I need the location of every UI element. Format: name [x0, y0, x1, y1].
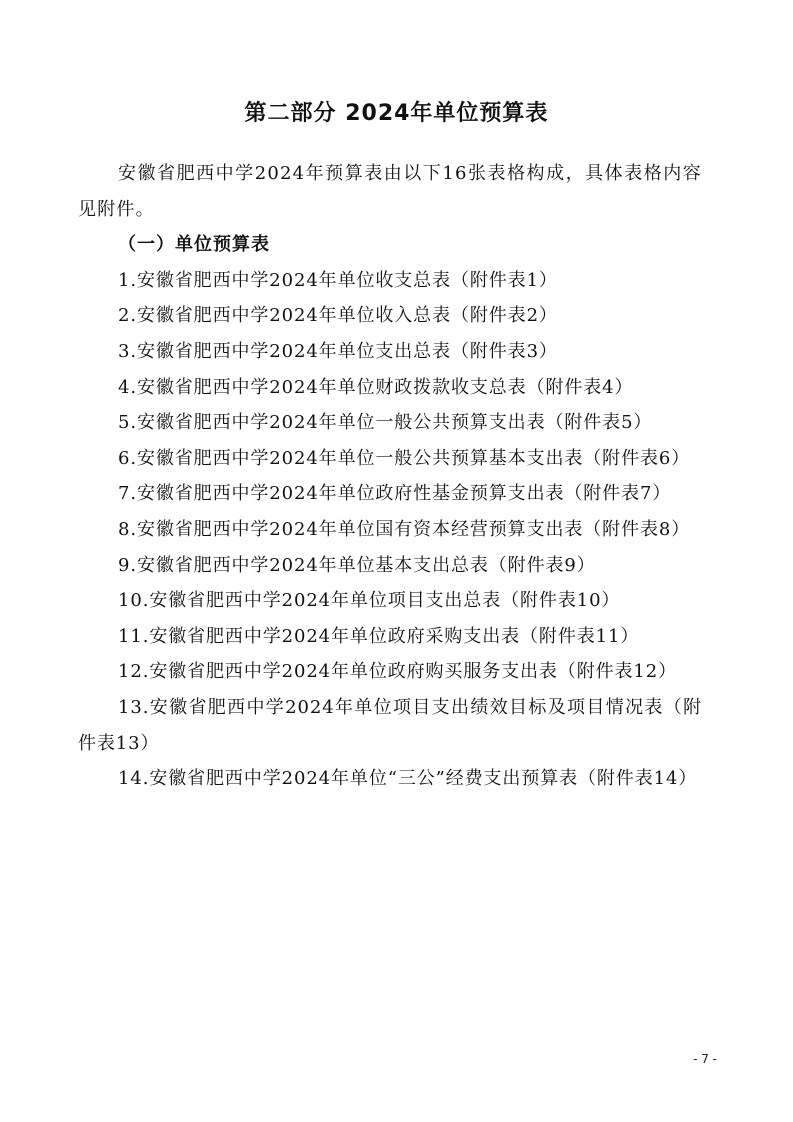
list-item: 3.安徽省肥西中学2024年单位支出总表（附件表3） [118, 340, 558, 362]
table-list [78, 263, 702, 797]
list-item: 1.安徽省肥西中学2024年单位收支总表（附件表1） [118, 269, 558, 291]
list-item: 12.安徽省肥西中学2024年单位政府购买服务支出表（附件表12） [118, 661, 678, 683]
list-item: 5.安徽省肥西中学2024年单位一般公共预算支出表（附件表5） [118, 412, 653, 434]
section-heading: （一）单位预算表 [118, 234, 270, 256]
list-item: 6.安徽省肥西中学2024年单位一般公共预算基本支出表（附件表6） [118, 447, 691, 469]
list-item: 8.安徽省肥西中学2024年单位国有资本经营预算支出表（附件表8） [118, 518, 691, 540]
list-item: 2.安徽省肥西中学2024年单位收入总表（附件表2） [118, 305, 558, 327]
document-body [78, 156, 702, 797]
list-item: 11.安徽省肥西中学2024年单位政府采购支出表（附件表11） [118, 625, 640, 647]
page-title: 第二部分 2024年单位预算表 [244, 101, 549, 126]
list-item: 7.安徽省肥西中学2024年单位政府性基金预算支出表（附件表7） [118, 483, 672, 505]
intro-paragraph: 安徽省肥西中学2024年预算表由以下16张表格构成，具体表格内容见附件。 [78, 163, 702, 220]
list-item: 14.安徽省肥西中学2024年单位“三公”经费支出预算表（附件表14） [118, 768, 698, 790]
list-item: 10.安徽省肥西中学2024年单位项目支出总表（附件表10） [118, 590, 621, 612]
page-number: - 7 - [693, 1052, 717, 1066]
list-item: 9.安徽省肥西中学2024年单位基本支出总表（附件表9） [118, 554, 596, 576]
list-item: 4.安徽省肥西中学2024年单位财政拨款收支总表（附件表4） [118, 376, 634, 398]
list-item: 13.安徽省肥西中学2024年单位项目支出绩效目标及项目情况表（附件表13） [78, 696, 702, 754]
